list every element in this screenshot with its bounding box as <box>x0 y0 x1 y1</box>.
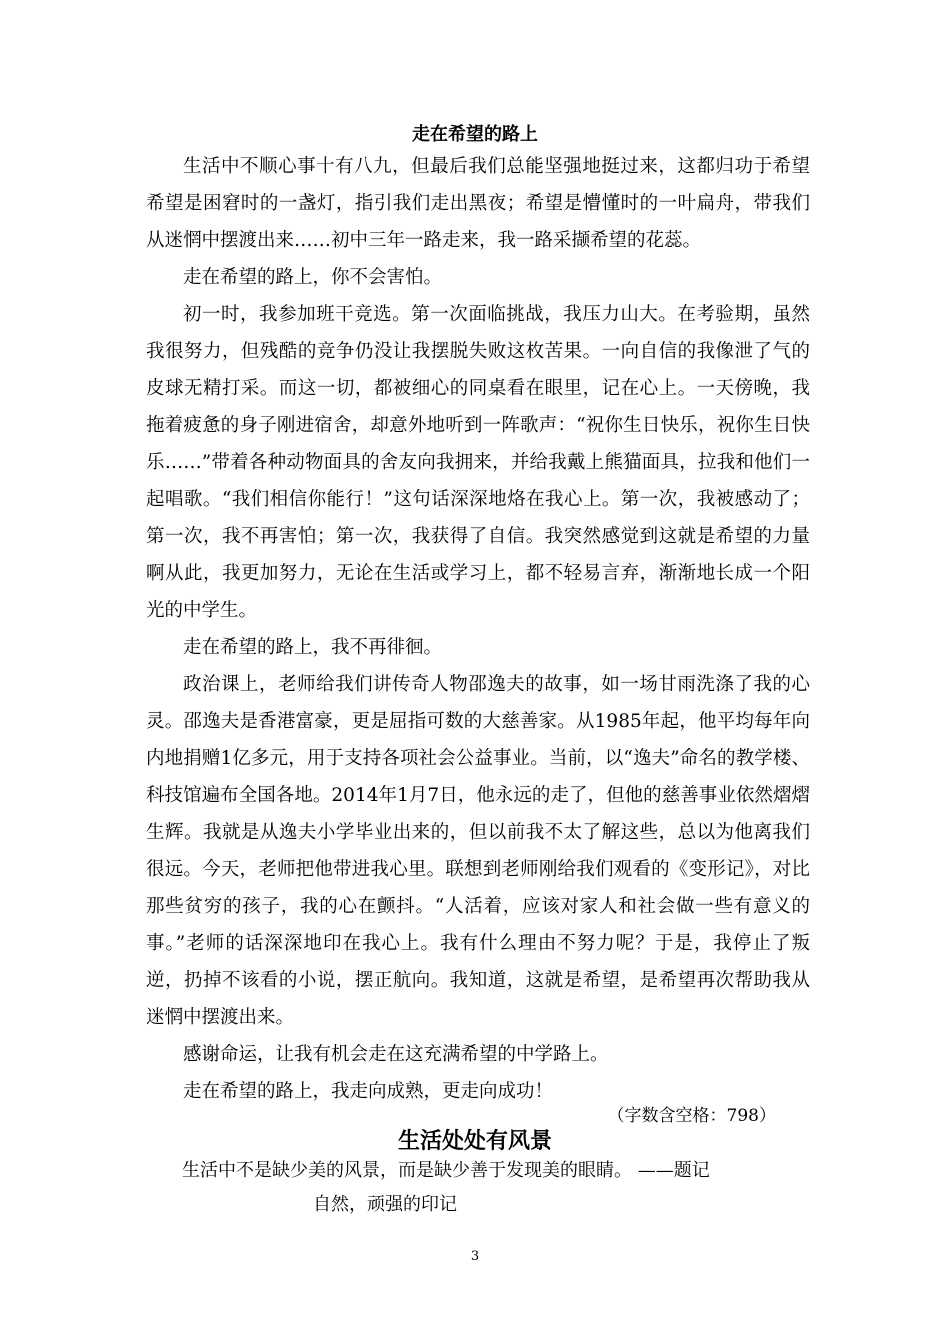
essay-title: 走在希望的路上 <box>412 124 538 145</box>
paragraph: 走在希望的路上，我走向成熟，更走向成功！ <box>183 1081 554 1102</box>
epigraph: 生活中不是缺少美的风景，而是缺少善于发现美的眼睛。 ——题记 <box>182 1160 710 1181</box>
section-subheading: 自然，顽强的印记 <box>313 1194 457 1215</box>
page-number: 3 <box>470 1249 480 1264</box>
paragraph: 感谢命运，让我有机会走在这充满希望的中学路上。 <box>183 1044 609 1065</box>
paragraph: 初一时，我参加班干竞选。第一次面临挑战，我压力山大。在考验期，虽然我很努力，但残酷的竞争仍没让我摆脱失败这枚苦果。一向自信的我像泄了气的皮球无精打采。而这一切，都被细心的同桌看在眼里，记在心上。一天傍晚，我拖着疲惫的身子刚进宿舍，却意外地听到一阵歌声：“祝你生日快乐，祝你生日快乐……”带着各种动物面具的舍友向我拥来，并给我戴上熊猫面具，拉我和他们一起唱歌。“我们相信你能行！”这句话深深地烙在我心上。第一次，我被感动了；第一次，我不再害怕；第一次，我获得了自信。我突然感觉到这就是希望的力量啊从此，我更加努力，无论在生活或学习上，都不轻易言弃，渐渐地长成一个阳光的中学生。 <box>146 304 810 621</box>
paragraph: 走在希望的路上，我不再徘徊。 <box>183 637 443 658</box>
word-count: （字数含空格：798） <box>607 1106 776 1126</box>
essay-body <box>146 148 810 1110</box>
second-essay-title: 生活处处有风景 <box>397 1129 552 1154</box>
paragraph: 政治课上，老师给我们讲传奇人物邵逸夫的故事，如一场甘雨洗涤了我的心灵。邵逸夫是香港富豪，更是屈指可数的大慈善家。从1985年起，他平均每年向内地捐赠1亿多元，用于支持各项社会公益事业。当前，以“逸夫”命名的教学楼、科技馆遍布全国各地。2014年1月7日，他永远的走了，但他的慈善事业依然熠熠生辉。我就是从逸夫小学毕业出来的，但以前我不太了解这些，总以为他离我们很远。今天，老师把他带进我心里。联想到老师刚给我们观看的《变形记》，对比那些贫穷的孩子，我的心在颤抖。“人活着，应该对家人和社会做一些有意义的事。”老师的话深深地印在我心上。我有什么理由不努力呢？于是，我停止了叛逆，扔掉不该看的小说，摆正航向。我知道，这就是希望，是希望再次帮助我从迷惘中摆渡出来。 <box>146 674 810 1028</box>
paragraph: 走在希望的路上，你不会害怕。 <box>183 267 443 288</box>
paragraph: 生活中不顺心事十有八九，但最后我们总能坚强地挺过来，这都归功于希望希望是困窘时的一盏灯，指引我们走出黑夜；希望是懵懂时的一叶扁舟，带我们从迷惘中摆渡出来……初中三年一路走来，我一路采撷希望的花蕊。 <box>146 156 810 251</box>
